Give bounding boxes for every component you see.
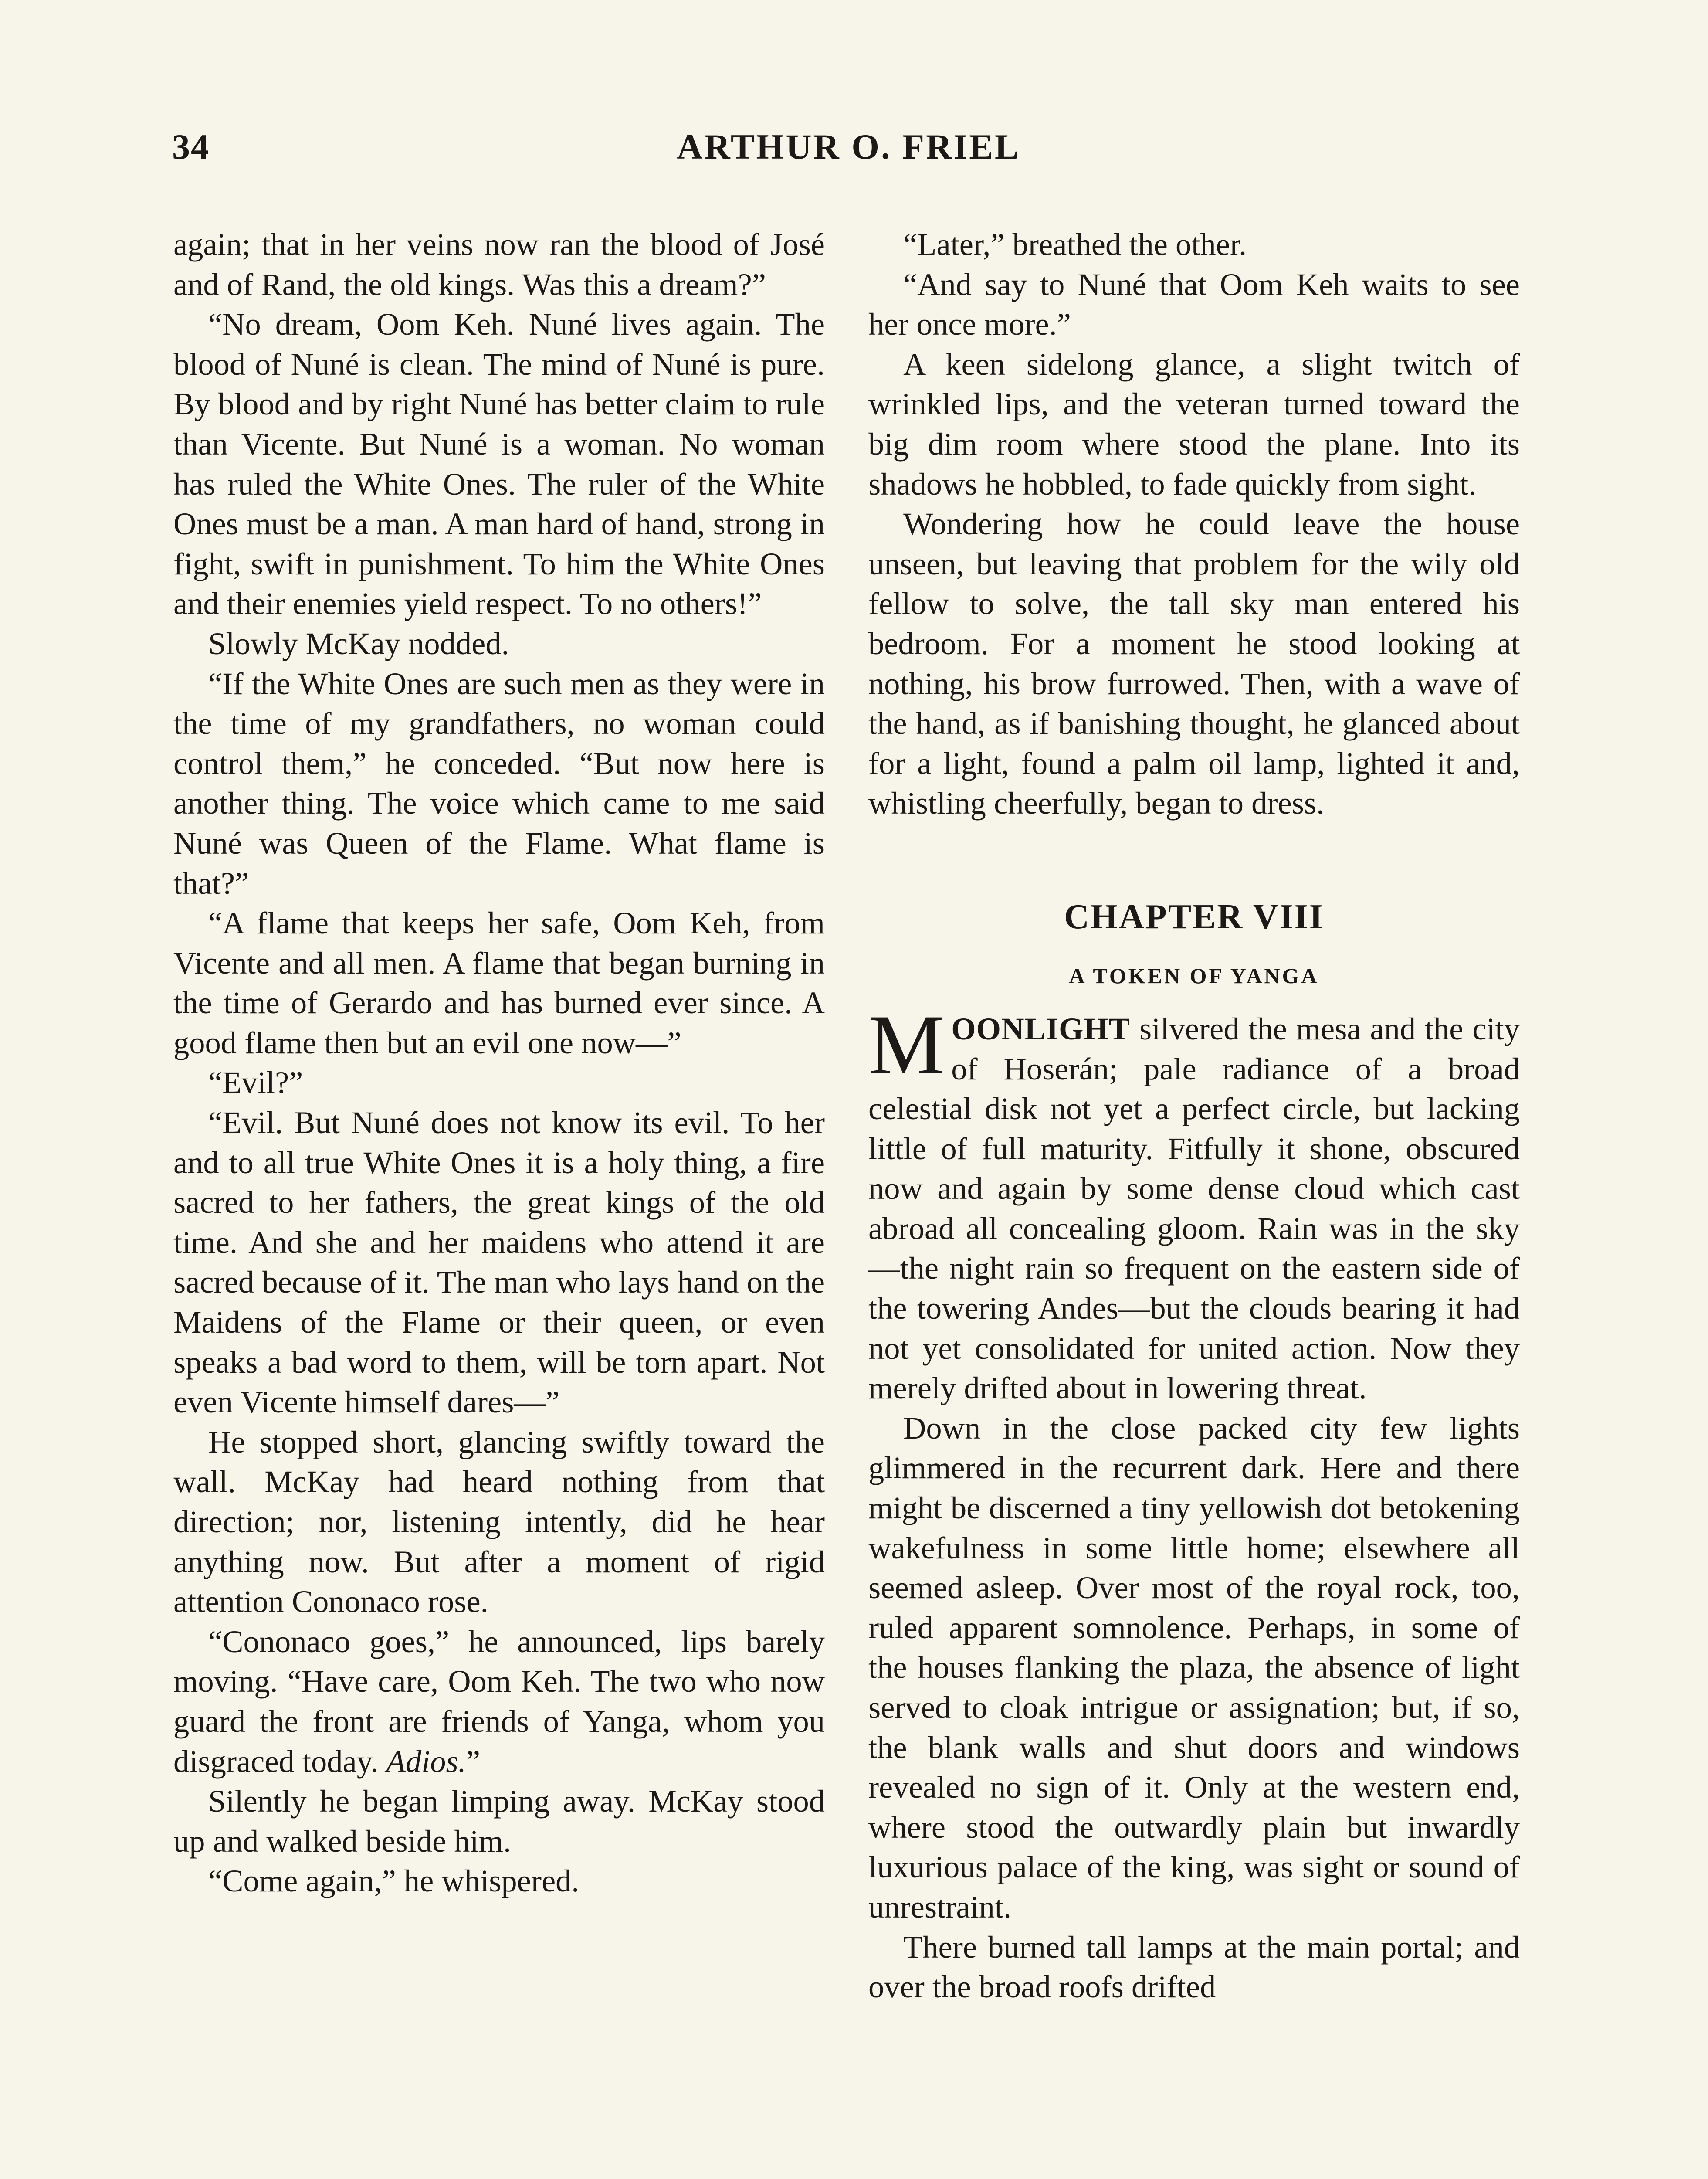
paragraph [173,1622,825,1781]
drop-cap: M [868,997,945,1092]
chapter-title: CHAPTER VIII [1064,897,1324,936]
paragraph: A keen sidelong glance, a slight twitch of wrinkled lips, and the veteran turned toward the big dim room where stood the plane. Into its shadows he hobbled, to fade quickly from sight. [868,346,1520,502]
paragraph: “Come again,” he whispered. [208,1863,580,1899]
closing-quote: ” [466,1743,480,1779]
paragraph: He stopped short, glancing swiftly toward the wall. McKay had heard nothing from that direction; nor, listening intently, did he hear anything now. But after a moment of rigid attention Cononaco rose. [173,1424,825,1619]
paragraph: “And say to Nuné that Oom Keh waits to see her once more.” [868,266,1520,342]
running-head: ARTHUR O. FRIEL [677,127,1020,166]
paragraph: “No dream, Oom Keh. Nuné lives again. The blood of Nuné is clean. The mind of Nuné is pure. By blood and by right Nuné has better claim to rule than Vicente. But Nuné is a woman. No woman has ruled the White Ones. The ruler of the White Ones must be a man. A man hard of hand, strong in fight, swift in punishment. To him the White Ones and their enemies yield respect. To no others!” [173,306,825,621]
paragraph: There burned tall lamps at the main portal; and over the broad roofs drifted [868,1929,1520,2005]
paragraph: Silently he began limping away. McKay stood up and walked beside him. [173,1783,825,1859]
paragraph-text: silvered the mesa and the city of Hoserán; pale radiance of a broad celestial disk not yet a perfect circle, but lacking little of full maturity. Fitfully it shone, obscured now and again by some dense cloud which cast abroad all concealing gloom. Rain was in the sky—the night rain so frequent on the eastern side of the towering Andes—but the clouds bearing it had not yet consolidated for united action. Now they merely drifted about in lowering threat. [868,1011,1520,1406]
right-column [868,224,1520,2007]
paragraph: “Later,” breathed the other. [903,227,1247,262]
paragraph: Wondering how he could leave the house unseen, but leaving that problem for the wily old fellow to solve, the tall sky man entered his bedroom. For a moment he stood looking at nothing, his brow furrowed. Then, with a wave of the hand, as if banishing thought, he glanced about for a light, found a palm oil lamp, lighted it and, whistling cheerfully, began to dress. [868,506,1520,821]
paragraph: Down in the close packed city few lights glimmered in the recurrent dark. Here and there might be discerned a tiny yellowish dot betokening wakefulness in some little home; elsewhere all seemed asleep. Over most of the royal rock, too, ruled apparent somnolence. Perhaps, in some of the houses flanking the plaza, the absence of light served to cloak intrigue or assignation; but, if so, the blank walls and shut doors and windows revealed no sign of it. Only at the western end, where stood the outwardly plain but inwardly luxurious palace of the king, was sight or sound of unrestraint. [868,1410,1520,1924]
page-header [172,126,1525,179]
lead-caps: OONLIGHT [951,1011,1131,1046]
paragraph: “A flame that keeps her safe, Oom Keh, from Vicente and all men. A flame that began burning in the time of Gerardo and has burned ever since. A good flame then but an evil one now—” [173,905,825,1060]
paragraph: “If the White Ones are such men as they were in the time of my grandfathers, no woman could control them,” he conceded. “But now here is another thing. The voice which came to me said Nuné was Queen of the Flame. What flame is that?” [173,665,825,901]
paragraph-text: “Cononaco goes,” he announced, lips barely moving. “Have care, Oom Keh. The two who now guard the front are friends of Yanga, whom you disgraced today. [173,1623,825,1779]
italic-word: Adios. [386,1743,466,1779]
left-column [173,224,825,1901]
paragraph: Slowly McKay nodded. [208,625,509,661]
paragraph: again; that in her veins now ran the blood of José and of Rand, the old kings. Was this a dream?” [173,227,825,302]
chapter-opening-paragraph [868,997,1520,1408]
paragraph: “Evil?” [208,1065,303,1100]
page-number: 34 [172,127,210,166]
chapter-subtitle: A TOKEN OF YANGA [1069,963,1319,988]
paragraph: “Evil. But Nuné does not know its evil. To her and to all true White Ones it is a holy thing, a fire sacred to her fathers, the great kings of the old time. And she and her maidens who attend it are sacred because of it. The man who lays hand on the Maidens of the Flame or their queen, or even speaks a bad word to them, will be torn apart. Not even Vicente himself dares—” [173,1105,825,1420]
